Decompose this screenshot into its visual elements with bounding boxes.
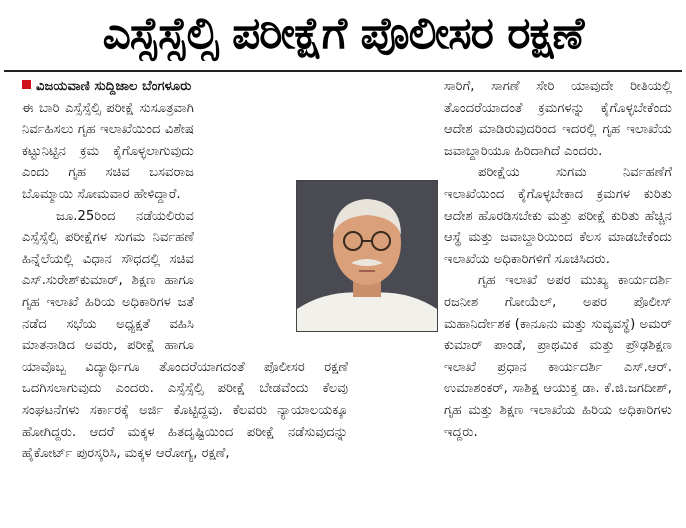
headline: ಎಸ್ಸೆಸ್ಸೆಲ್ಸಿ ಪರೀಕ್ಷೆಗೆ ಪೊಲೀಸರ ರಕ್ಷಣೆ: [102, 8, 584, 59]
right-paragraph-2: ಪರೀಕ್ಷೆಯ ಸುಗಮ ನಿರ್ವಹಣೆಗೆ ಇಲಾಖೆಯಿಂದ ಕೈಗೊಳ್ಳಬೇಕಾದ ಕ್ರಮಗಳ ಕುರಿತು ಆದೇಶ ಹೊರಡಿಸಬೇಕು ಮತ್ತು ಪರೀಕ್ಷೆ ಕುರಿತು ಹೆಚ್ಚಿನ ಆಸ್ಥೆ ಮತ್ತು ಜವಾಬ್ದಾರಿಯಿಂದ ಕೆಲಸ ಮಾಡಬೇಕೆಂದು ಇಲಾಖೆಯ ಅಧಿಕಾರಿಗಳಿಗೆ ಸೂಚಿಸಿದರು.: [444, 165, 672, 267]
left-paragraph-1: ಈ ಬಾರಿ ಎಸ್ಸೆಸ್ಸೆಲ್ಸಿ ಪರೀಕ್ಷೆ ಸುಸೂತ್ರವಾಗಿ ನಿರ್ವಹಿಸಲು ಗೃಹ ಇಲಾಖೆಯಿಂದ ವಿಶೇಷ ಕಟ್ಟುನಿಟ್ಟಿನ ಕ್ರಮ ಕೈಗೊಳ್ಳಲಾಗುವುದು ಎಂದು ಗೃಹ ಸಚಿವ ಬಸವರಾಜ ಬೊಮ್ಮಾಯಿ ಸೋಮವಾರ ಹೇಳಿದ್ದಾರೆ.: [22, 100, 194, 202]
right-paragraph-1: ಸಾರಿಗೆ, ಸಾಗಣೆ ಸೇರಿ ಯಾವುದೇ ರೀತಿಯಲ್ಲಿ ತೊಂದರೆಯಾದಂತೆ ಕ್ರಮಗಳನ್ನು ಕೈಗೊಳ್ಳಬೇಕೆಂದು ಆದೇಶ ಮಾಡಿರುವುದರಿಂದ ಇದರಲ್ಲಿ ಗೃಹ ಇಲಾಖೆಯ ಜವಾಬ್ದಾರಿಯೂ ಹಿರಿದಾಗಿದೆ ಎಂದರು.: [444, 79, 672, 159]
byline: ವಿಜಯವಾಣಿ ಸುದ್ದಿಜಾಲ ಬೆಂಗಳೂರು: [36, 79, 192, 94]
left-paragraph-2: ಜೂ.25ರಿಂದ ನಡೆಯಲಿರುವ ಎಸ್ಸೆಸ್ಸೆಲ್ಸಿ ಪರೀಕ್ಷೆಗಳ ಸುಗಮ ನಿರ್ವಹಣೆ ಹಿನ್ನೆಲೆಯಲ್ಲಿ ವಿಧಾನ ಸೌಧದಲ್ಲಿ ಸಚಿವ ಎಸ್.ಸುರೇಶ್‌ಕುಮಾರ್, ಶಿಕ್ಷಣ ಹಾಗೂ ಗೃಹ ಇಲಾಖೆ ಹಿರಿಯ ಅಧಿಕಾರಿಗಳ ಜತೆ ನಡೆದ ಸಭೆಯ ಅಧ್ಯಕ್ಷತೆ ವಹಿಸಿ ಮಾತನಾಡಿದ ಅವರು, ಪರೀಕ್ಷೆ ಹಾಗೂ ಯಾವೊಬ್ಬ ವಿದ್ಯಾರ್ಥಿಗೂ ತೊಂದರೆಯಾಗದಂತೆ ಪೊಲೀಸರ ರಕ್ಷಣೆ ಒದಗಿಸಲಾಗುವುದು ಎಂದರು. ಎಸ್ಸೆಸ್ಸೆಲ್ಸಿ ಪರೀಕ್ಷೆ ಬೇಡವೆಂದು ಕೆಲವು ಸಂಘಟನೆಗಳು ಸರ್ಕಾರಕ್ಕೆ ಅರ್ಜಿ ಕೊಟ್ಟಿದ್ದವು. ಕೆಲವರು ನ್ಯಾಯಾಲಯಕ್ಕೂ ಹೋಗಿದ್ದರು. ಆದರೆ ಮಕ್ಕಳ ಹಿತದೃಷ್ಟಿಯಿಂದ ಪರೀಕ್ಷೆ ನಡೆಸುವುದನ್ನು ಹೈಕೋರ್ಟ್ ಪುರಸ್ಕರಿಸಿ, ಮಕ್ಕಳ ಆರೋಗ್ಯ, ರಕ್ಷಣೆ,: [22, 208, 348, 462]
headline-divider: [4, 70, 682, 72]
bullet-square-icon: [22, 80, 31, 89]
right-paragraph-3: ಗೃಹ ಇಲಾಖೆ ಅಪರ ಮುಖ್ಯ ಕಾರ್ಯದರ್ಶಿ ರಜನೀಶ ಗೋಯೆಲ್, ಅಪರ ಪೊಲೀಸ್ ಮಹಾನಿರ್ದೇಶಕ (ಕಾನೂನು ಮತ್ತು ಸುವ್ಯವಸ್ಥೆ) ಅಮರ್ ಕುಮಾರ್ ಪಾಂಡೆ, ಪ್ರಾಥಮಿಕ ಮತ್ತು ಪ್ರೌಢಶಿಕ್ಷಣ ಇಲಾಖೆ ಪ್ರಧಾನ ಕಾರ್ಯದರ್ಶಿ ಎಸ್.ಆರ್. ಉಮಾಶಂಕರ್, ಸಾಶಿಕ್ಷ ಆಯುಕ್ತ ಡಾ. ಕೆ.ಜಿ.ಜಗದೀಶ್, ಗೃಹ ಮತ್ತು ಶಿಕ್ಷಣ ಇಲಾಖೆಯ ಹಿರಿಯ ಅಧಿಕಾರಿಗಳು ಇದ್ದರು.: [444, 273, 672, 440]
byline-line: [22, 76, 348, 98]
portrait-illustration: [297, 181, 437, 331]
minister-portrait-photo: [296, 180, 438, 332]
